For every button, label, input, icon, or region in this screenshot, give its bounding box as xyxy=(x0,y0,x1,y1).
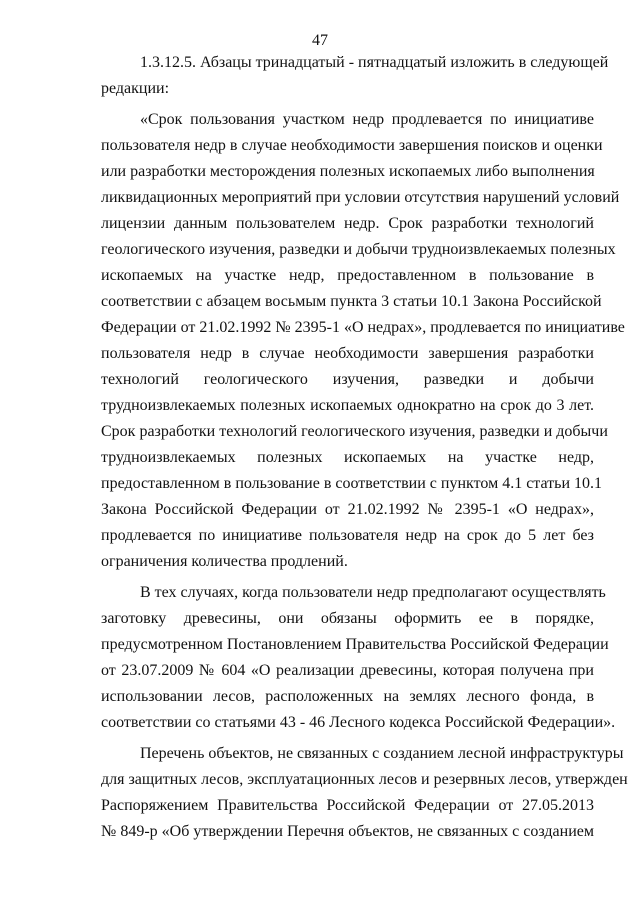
text-line: 1.3.12.5. Абзацы тринадцатый - пятнадцатый изложить в следующей xyxy=(140,54,609,71)
text-line: технологий геологического изучения, разведки и добычи xyxy=(101,371,594,388)
text-line: «Срок пользования участком недр продлевается по инициативе xyxy=(140,111,594,128)
text-line: В тех случаях, когда пользователи недр предполагают осуществлять xyxy=(140,584,606,601)
text-line: использовании лесов, расположенных на землях лесного фонда, в xyxy=(101,688,594,705)
text-line: соответствии со статьями 43 - 46 Лесного кодекса Российской Федерации». xyxy=(101,714,616,731)
text-line: Распоряжением Правительства Российской Федерации от 27.05.2013 xyxy=(101,797,594,814)
text-line: ликвидационных мероприятий при условии отсутствия нарушений условий xyxy=(101,189,620,206)
text-line: или разработки месторождения полезных ископаемых либо выполнения xyxy=(101,163,595,180)
text-line: Федерации от 21.02.1992 № 2395-1 «О недрах», продлевается по инициативе xyxy=(101,319,625,336)
text-line: для защитных лесов, эксплуатационных лесов и резервных лесов, утвержден xyxy=(101,771,628,788)
text-line: геологического изучения, разведки и добычи трудноизвлекаемых полезных xyxy=(101,241,616,258)
text-line: ограничения количества продлений. xyxy=(101,553,348,570)
text-line: Перечень объектов, не связанных с созданием лесной инфраструктуры xyxy=(140,745,624,762)
text-line: продлевается по инициативе пользователя недр на срок до 5 лет без xyxy=(101,527,594,544)
text-line: предоставленном в пользование в соответствии с пунктом 4.1 статьи 10.1 xyxy=(101,475,603,492)
text-line: заготовку древесины, они обязаны оформить ее в порядке, xyxy=(101,610,594,627)
text-line: лицензии данным пользователем недр. Срок разработки технологий xyxy=(101,215,594,232)
text-line: трудноизвлекаемых полезных ископаемых на участке недр, xyxy=(101,449,594,466)
text-line: от 23.07.2009 № 604 «О реализации древесины, которая получена при xyxy=(101,662,594,679)
text-line: Закона Российской Федерации от 21.02.1992 № 2395-1 «О недрах», xyxy=(101,501,594,518)
text-line: № 849-р «Об утверждении Перечня объектов, не связанных с созданием xyxy=(101,823,594,840)
text-line: пользователя недр в случае необходимости завершения разработки xyxy=(101,345,594,362)
text-line: соответствии с абзацем восьмым пункта 3 статьи 10.1 Закона Российской xyxy=(101,293,602,310)
text-line: предусмотренном Постановлением Правительства Российской Федерации xyxy=(101,636,609,653)
page-number: 47 xyxy=(312,32,328,49)
text-line: трудноизвлекаемых полезных ископаемых однократно на срок до 3 лет. xyxy=(101,397,594,414)
text-line: Срок разработки технологий геологического изучения, разведки и добычи xyxy=(101,423,608,440)
text-line: пользователя недр в случае необходимости завершения поисков и оценки xyxy=(101,137,603,154)
text-line: редакции: xyxy=(101,80,170,97)
text-line: ископаемых на участке недр, предоставленном в пользование в xyxy=(101,267,594,284)
